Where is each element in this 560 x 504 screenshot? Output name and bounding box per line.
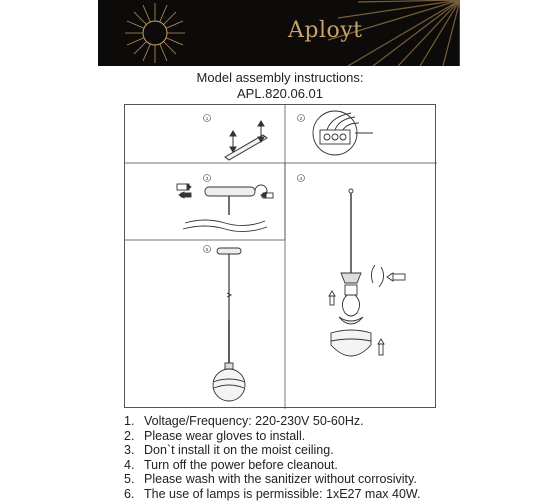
assembly-drawing: [125, 105, 437, 409]
panel-number: 1: [205, 116, 209, 121]
panel-2: [298, 111, 374, 155]
instruction-item: 4. Turn off the power before cleanout.: [124, 457, 338, 472]
panel-5: [204, 246, 246, 402]
mounting-bracket-icon: [225, 121, 267, 160]
assembly-diagram: [124, 104, 436, 408]
instructions-list: [124, 414, 421, 501]
instruction-item: 5. Please wash with the sanitizer without corrosivity.: [124, 472, 417, 486]
title-line-1: Model assembly instructions:: [196, 70, 364, 85]
panel-number: 4: [299, 176, 303, 181]
ceiling-canopy-icon: [177, 184, 273, 232]
panel-3: [177, 175, 273, 232]
instruction-item: 3. Don`t install it on the moist ceiling.: [124, 443, 334, 457]
panel-number: 3: [205, 176, 209, 181]
panel-number: 2: [299, 116, 303, 121]
panel-number: 5: [205, 247, 209, 252]
document-title: [0, 70, 560, 102]
brand-banner: [98, 0, 460, 66]
pendant-lamp-icon: [213, 248, 245, 401]
instruction-item: 6. The use of lamps is permissible: 1xE27 max 40W.: [124, 486, 421, 501]
model-number: APL.820.06.01: [236, 86, 324, 101]
bulb-shade-icon: [329, 189, 405, 356]
panel-4: [298, 175, 406, 357]
panel-1: [204, 115, 268, 161]
sunburst-icon: [98, 0, 460, 66]
wire-terminal-icon: [313, 111, 373, 155]
brand-name: Aployt: [288, 18, 363, 43]
instruction-item: 2. Please wear gloves to install.: [124, 428, 306, 443]
instruction-item: 1. Voltage/Frequency: 220-230V 50-60Hz.: [124, 414, 364, 428]
